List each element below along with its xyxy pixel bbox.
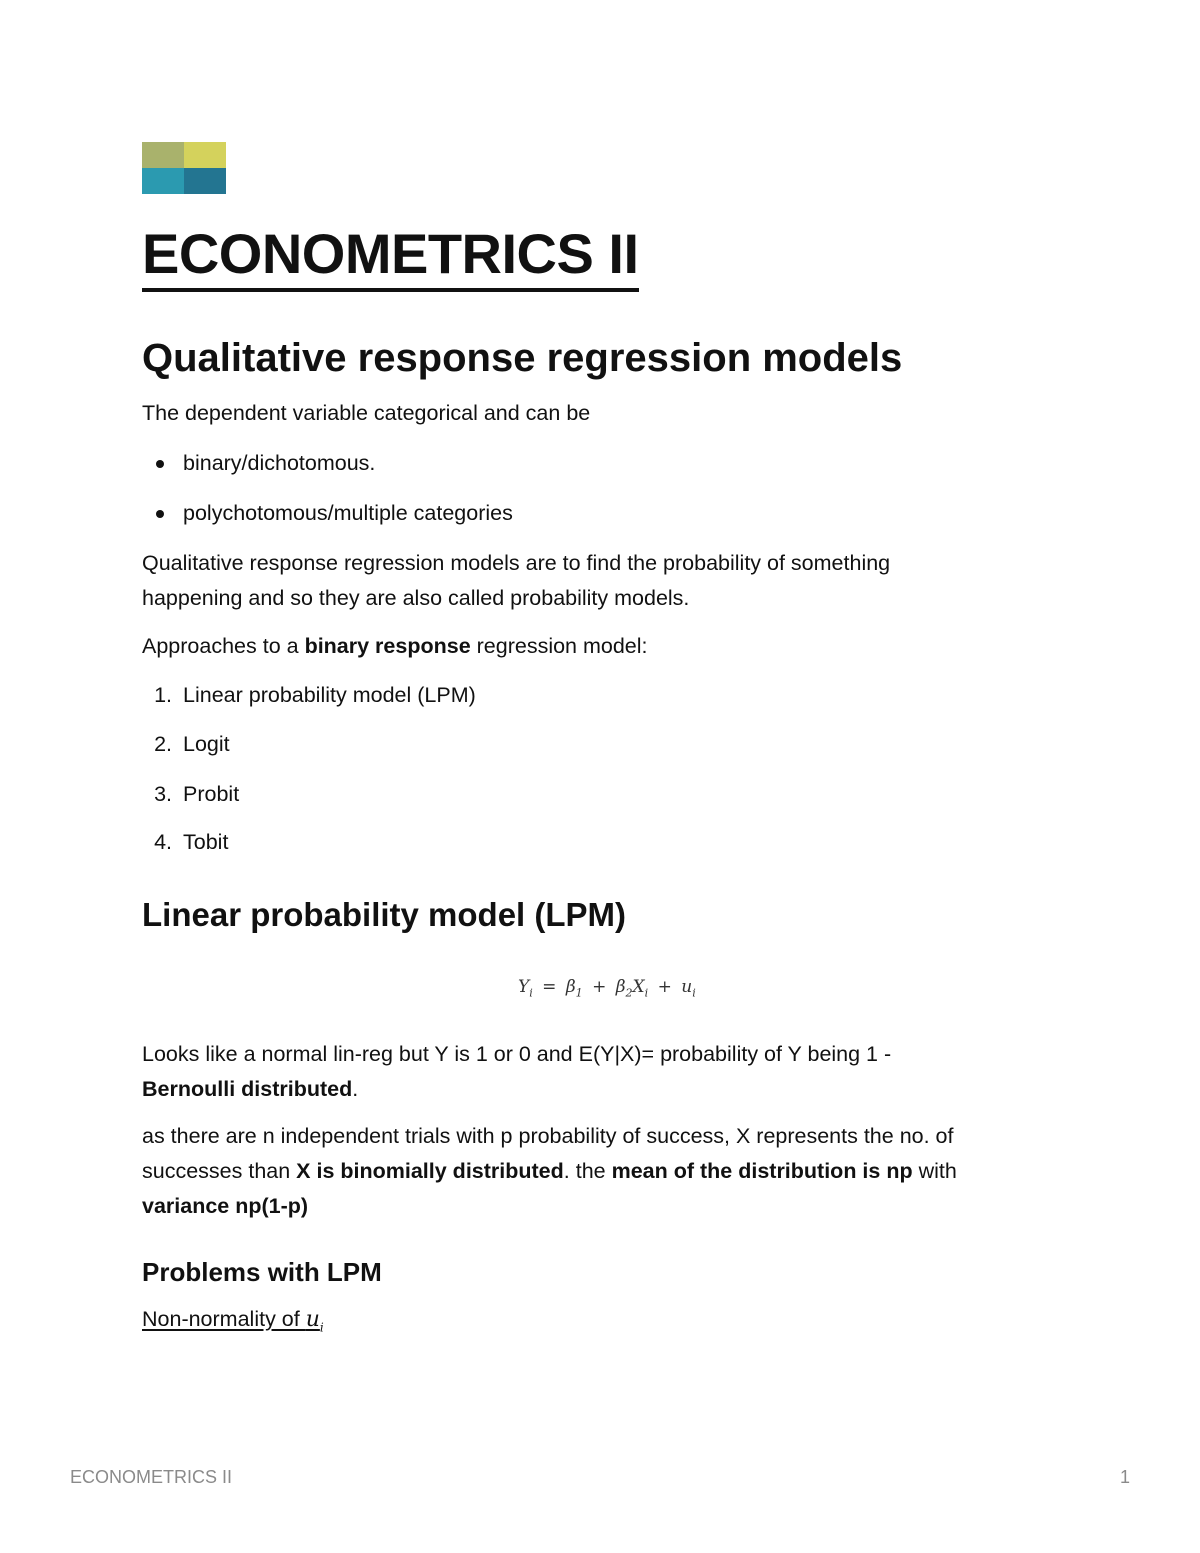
mean-bold: mean of the distribution is np — [611, 1159, 913, 1183]
lpm-equation — [518, 975, 696, 1005]
approaches-prefix: Approaches to a — [142, 634, 305, 658]
section-heading-lpm: Linear probability model (LPM) — [142, 896, 627, 933]
non-normality-label: Non-normality of — [142, 1307, 306, 1331]
approaches-suffix: regression model: — [470, 634, 648, 658]
section-heading-problems: Problems with LPM — [142, 1257, 382, 1287]
approaches-text — [142, 629, 648, 664]
formula-plus: + — [592, 977, 607, 997]
text-run: . the — [563, 1159, 612, 1183]
bullet-dot — [156, 460, 164, 468]
formula-y: Y — [518, 977, 530, 997]
section-heading-qualitative: Qualitative response regression models — [142, 336, 903, 380]
paragraph-line: as there are n independent trials with p probability of success, X represents the no. of — [142, 1124, 954, 1148]
logo-image — [142, 142, 226, 194]
paragraph-line: happening and so they are also called probability models. — [142, 586, 690, 610]
document-title: ECONOMETRICS II — [142, 222, 639, 292]
formula-sub: i — [692, 986, 696, 1000]
formula-equals: = — [542, 977, 557, 997]
intro-text: The dependent variable categorical and can be — [142, 401, 591, 425]
paragraph-line — [142, 1189, 308, 1224]
formula-plus: + — [657, 977, 672, 997]
period: . — [352, 1077, 359, 1101]
paragraph-line — [142, 1072, 358, 1107]
paragraph-line: Qualitative response regression models are to find the probability of something — [142, 551, 891, 575]
formula-sub: i — [529, 986, 533, 1000]
bullet-dot — [156, 510, 164, 518]
formula-beta2: β — [615, 977, 626, 997]
formula-beta1: β — [565, 977, 576, 997]
subheading-non-normality — [142, 1302, 324, 1345]
bullet-item: polychotomous/multiple categories — [183, 501, 513, 525]
list-item: Logit — [183, 732, 230, 756]
footer-title: ECONOMETRICS II — [70, 1467, 233, 1487]
paragraph-line: Looks like a normal lin-reg but Y is 1 or 0 and E(Y|X)= probability of Y being 1 - — [142, 1042, 892, 1066]
formula-sub: 1 — [575, 986, 583, 1000]
list-number: 4. — [154, 830, 172, 854]
logo-tile-bottom-left — [142, 168, 184, 194]
u-symbol: u — [305, 1307, 320, 1332]
logo-tile-top-left — [142, 142, 184, 168]
variance-bold: variance np(1-p) — [142, 1194, 309, 1218]
list-number: 3. — [154, 782, 172, 806]
bullet-item: binary/dichotomous. — [183, 451, 376, 475]
formula-sub: i — [644, 986, 649, 1000]
list-item: Probit — [183, 782, 240, 806]
list-item: Tobit — [183, 830, 229, 854]
bernoulli-bold: Bernoulli distributed — [142, 1077, 353, 1101]
formula-x: X — [632, 977, 645, 997]
binomial-bold: X is binomially distributed — [296, 1159, 564, 1183]
text-run: with — [912, 1159, 957, 1183]
formula-u: u — [681, 977, 693, 997]
logo-tile-bottom-right — [184, 168, 226, 194]
u-variable — [305, 1307, 324, 1335]
logo-tile-top-right — [184, 142, 226, 168]
u-sub: i — [319, 1320, 324, 1335]
text-run: successes than — [142, 1159, 297, 1183]
list-item: Linear probability model (LPM) — [183, 683, 476, 707]
page-number: 1 — [1119, 1467, 1130, 1487]
approaches-bold: binary response — [304, 634, 471, 658]
list-number: 1. — [154, 683, 172, 707]
paragraph-line — [142, 1154, 957, 1189]
list-number: 2. — [154, 732, 172, 756]
formula-sub: 2 — [625, 986, 633, 1000]
